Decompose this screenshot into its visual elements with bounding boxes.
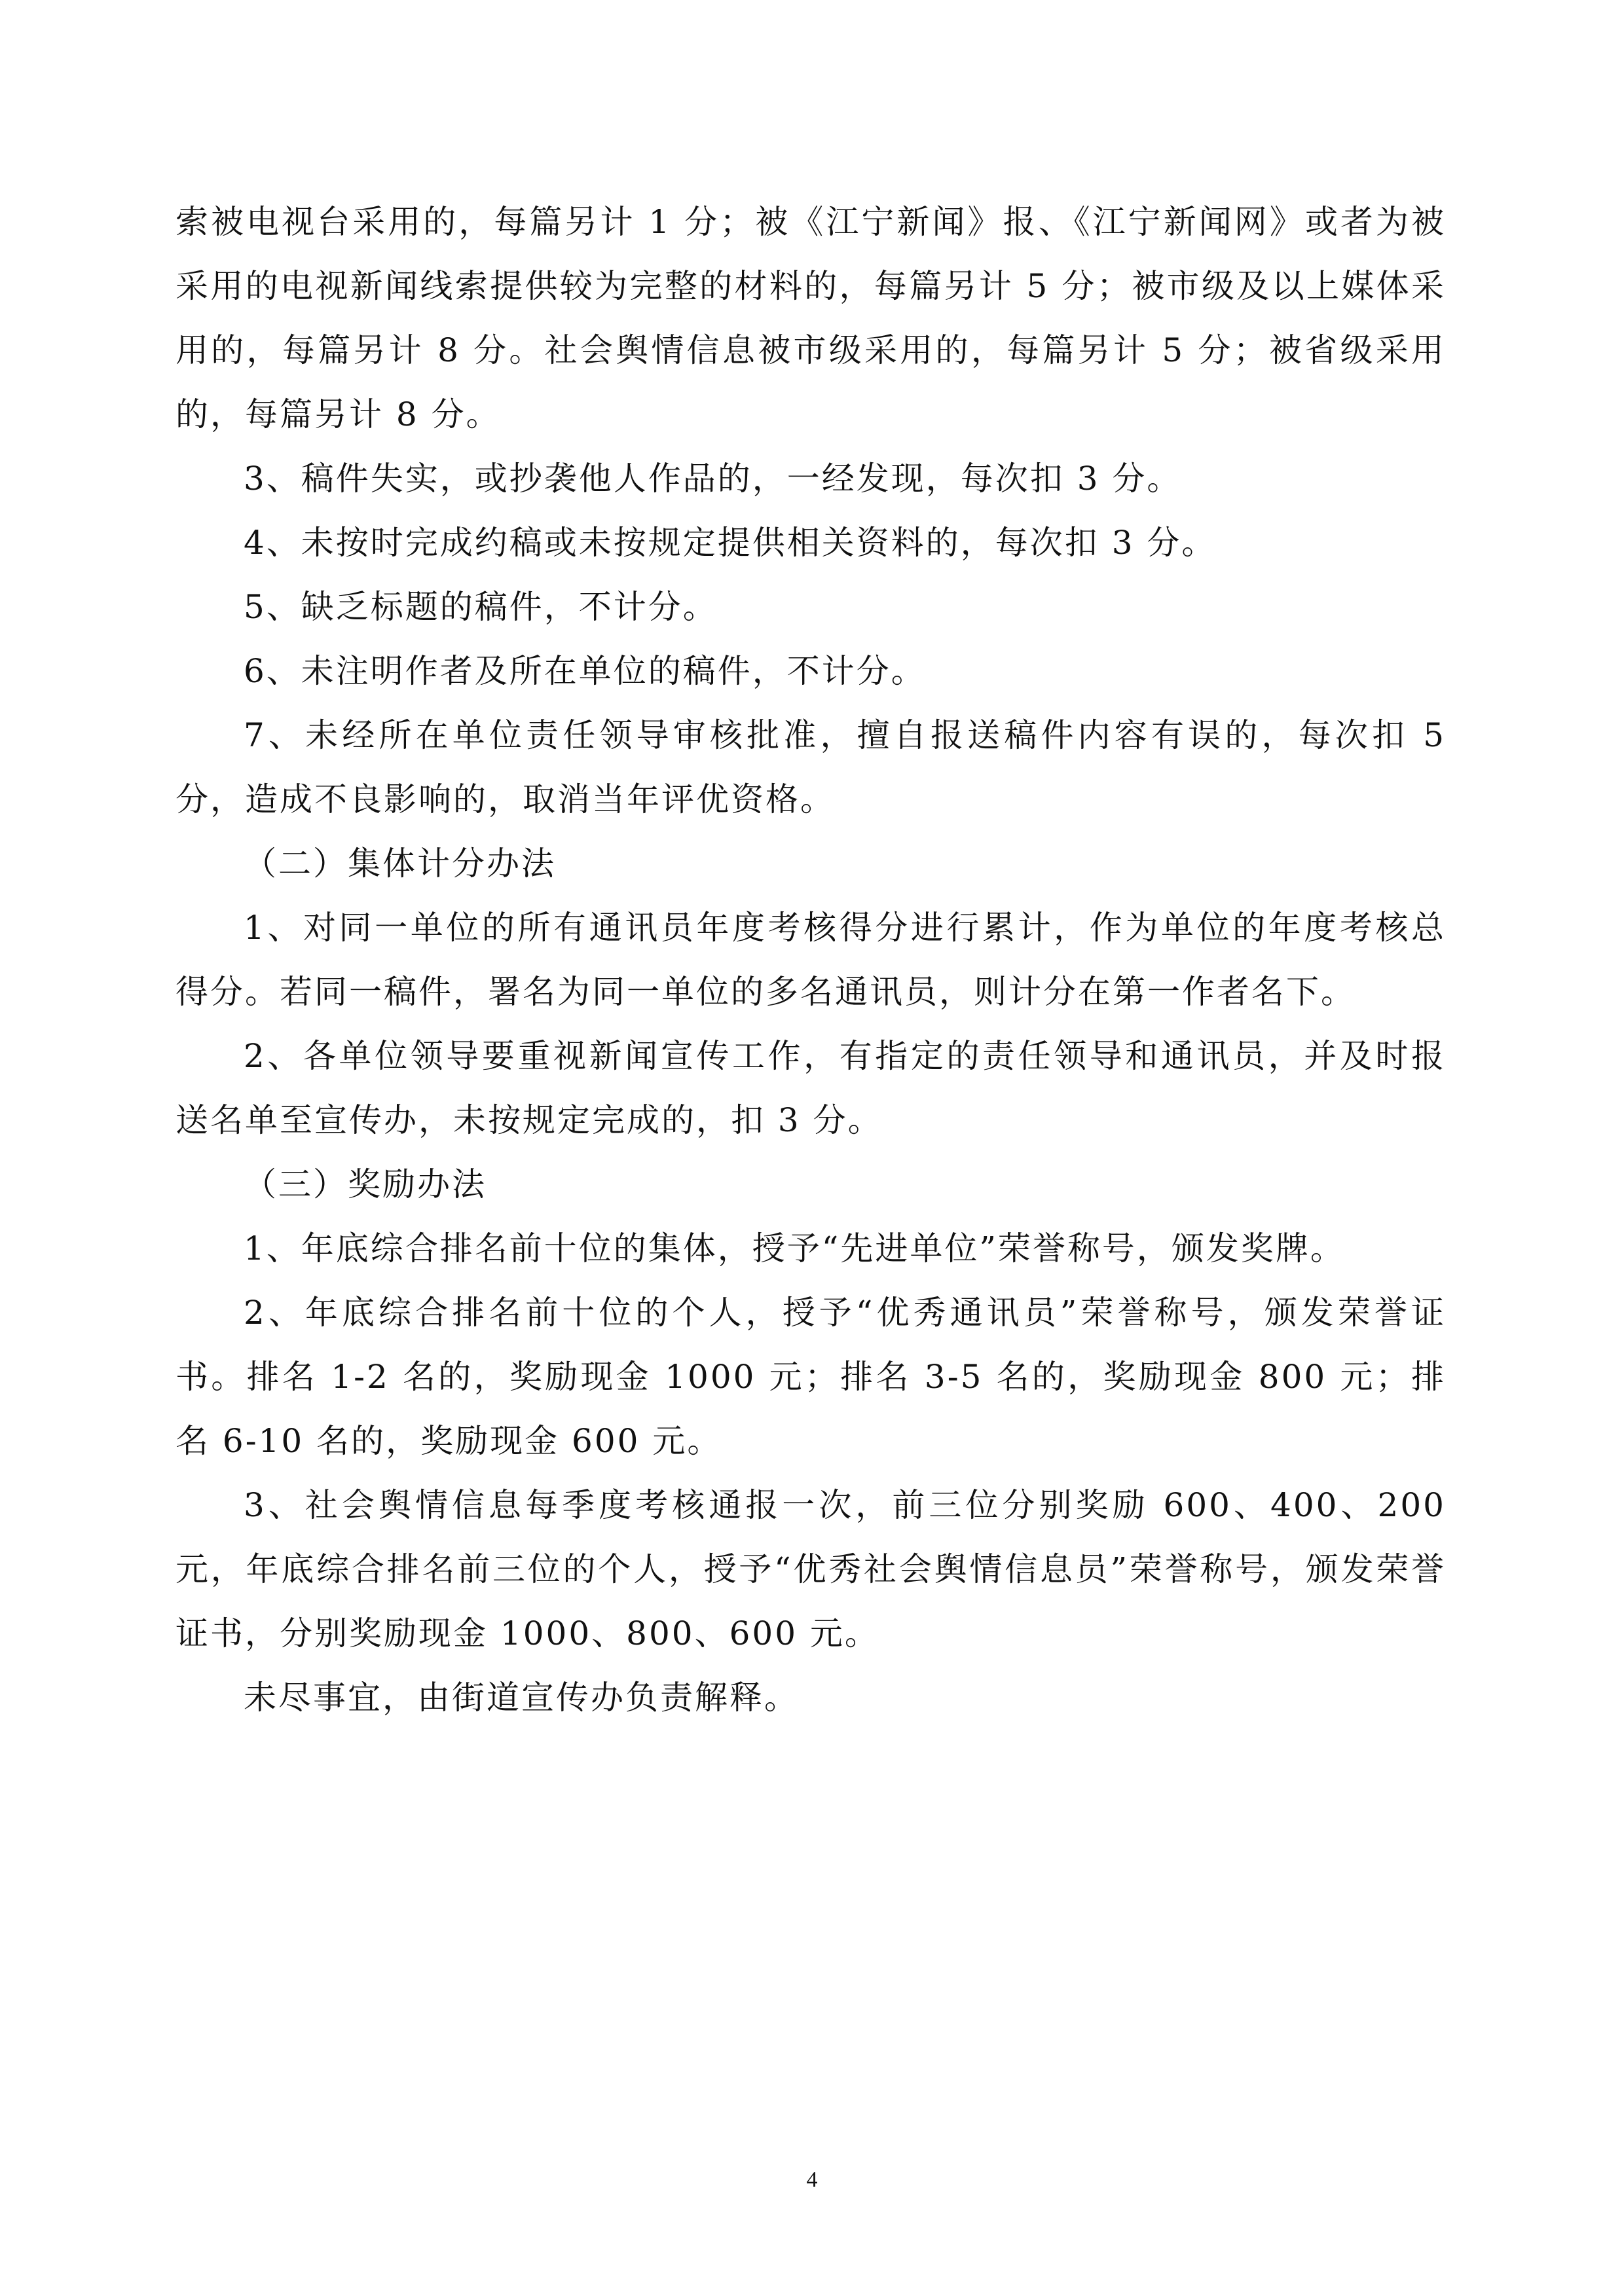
paragraph-rule-5: 5、缺乏标题的稿件，不计分。 [244, 588, 718, 626]
paragraph-rule-4: 4、未按时完成约稿或未按规定提供相关资料的，每次扣 3 分。 [244, 524, 1217, 562]
section-heading-collective-scoring: （二）集体计分办法 [244, 845, 556, 883]
paragraph-collective-1: 1、对同一单位的所有通讯员年度考核得分进行累计，作为单位的年度考核总得分。若同一稿件，署名为同一单位的多名通讯员，则计分在第一作者名下。 [175, 909, 1446, 1011]
paragraph-reward-1: 1、年底综合排名前十位的集体，授予“先进单位”荣誉称号，颁发奖牌。 [244, 1230, 1345, 1267]
paragraph-scoring-continuation: 索被电视台采用的，每篇另计 1 分；被《江宁新闻》报、《江宁新闻网》或者为被采用的电视新闻线索提供较为完整的材料的，每篇另计 5 分；被市级及以上媒体采用的，每篇另计 8 分。社会舆情信息被市级采用的，每篇另计 5 分；被省级采用的，每篇另计 8 分。 [175, 203, 1446, 433]
paragraph-collective-2: 2、各单位领导要重视新闻宣传工作，有指定的责任领导和通讯员，并及时报送名单至宣传办，未按规定完成的，扣 3 分。 [175, 1037, 1446, 1139]
paragraph-rule-6: 6、未注明作者及所在单位的稿件，不计分。 [244, 652, 926, 690]
paragraph-rule-7: 7、未经所在单位责任领导审核批准，擅自报送稿件内容有误的，每次扣 5 分，造成不良影响的，取消当年评优资格。 [175, 716, 1446, 818]
paragraph-reward-2: 2、年底综合排名前十位的个人，授予“优秀通讯员”荣誉称号，颁发荣誉证书。排名 1-2 名的，奖励现金 1000 元；排名 3-5 名的，奖励现金 800 元；排名 6-10 名的，奖励现金 600 元。 [175, 1294, 1446, 1460]
section-heading-rewards: （三）奖励办法 [244, 1165, 487, 1203]
paragraph-reward-3: 3、社会舆情信息每季度考核通报一次，前三位分别奖励 600、400、200 元，年底综合排名前三位的个人，授予“优秀社会舆情信息员”荣誉称号，颁发荣誉证书，分别奖励现金 1000、800、600 元。 [175, 1486, 1446, 1652]
page-number: 4 [806, 2168, 818, 2192]
paragraph-rule-3: 3、稿件失实，或抄袭他人作品的，一经发现，每次扣 3 分。 [244, 460, 1182, 498]
paragraph-closing-note: 未尽事宜，由街道宣传办负责解释。 [244, 1679, 799, 1717]
document-body [175, 190, 1446, 1730]
